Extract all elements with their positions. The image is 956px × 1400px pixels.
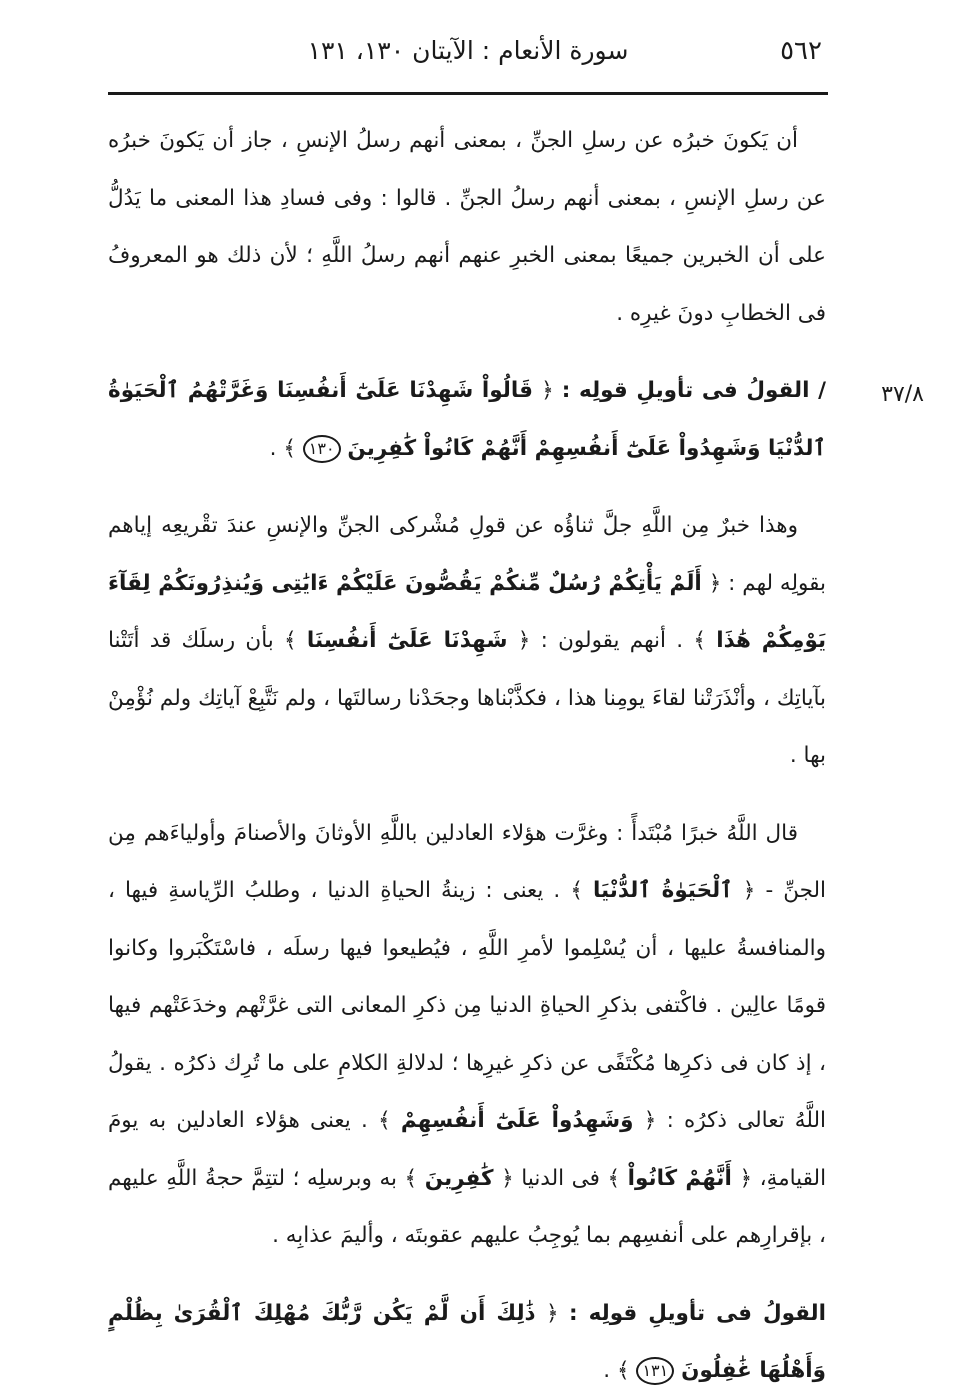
verse-number-marker: ١٣٠	[303, 435, 341, 463]
quran-close-bracket: ﴾	[283, 435, 296, 461]
paragraph-5-heading	[108, 1285, 826, 1400]
quran-close-bracket: ﴾	[378, 1108, 391, 1133]
quran-open-bracket: ﴿	[541, 378, 554, 403]
paragraph-4-text-2: . يعنى : زينةُ الحياةِ الدنيا ، وطلبُ الرِّياسةِ فيها ، والمنافسةُ عليها ، أن يُسْلِموا لأمرِ اللَّهِ ، فيُطيعوا فيها رسلَه ، فاسْتَكْبَروا وكانوا قومًا عالِين . فاكْتفى بذكرِ الحياةِ الدنيا مِن ذكرِ المعانى التى غرَّتْهم وخدَعَتْهم فيها ، إذ كان فى ذكرِها مُكْتَفًى عن ذكرِ غيرِها ؛ لدلالةِ الكلامِ على ما تُرِك ذكرُه . يقولُ اللَّهُ تعالى ذكرُه :	[108, 878, 826, 1133]
quran-open-bracket: ﴿	[643, 1108, 657, 1133]
page-header	[108, 30, 828, 88]
paragraph-4-text-1: قال اللَّهُ خبرًا مُبْتَدأً : وغرَّت هؤلاء العادلين باللَّهِ الأوثانَ والأصنامَ وأولياءَهم مِن الجنِّ -	[108, 820, 826, 903]
sentence-end: .	[603, 1358, 611, 1383]
paragraph-3	[108, 497, 826, 785]
quran-quote: أَنَّهُمْ كَانُواْ	[627, 1165, 732, 1191]
verse-number-marker: ١٣١	[636, 1357, 674, 1385]
page-number: ٥٦٢	[780, 36, 822, 66]
quran-close-bracket: ﴾	[616, 1358, 630, 1383]
quran-open-bracket: ﴿	[517, 628, 531, 653]
quran-open-bracket: ﴿	[742, 878, 756, 903]
quran-verse: قَالُواْ شَهِدْنَا عَلَىٰٓ أَنفُسِنَا وَغَرَّتْهُمُ ٱلْحَيَوٰةُ ٱلدُّنْيَا وَشَهِدُواْ عَلَىٰٓ أَنفُسِهِمْ أَنَّهُمْ كَانُواْ كَٰفِرِينَ	[108, 378, 826, 461]
quran-verse: ذَٰلِكَ أَن لَّمْ يَكُن رَّبُّكَ مُهْلِكَ ٱلْقُرَىٰ بِظُلْمٍ وَأَهْلُهَا غَٰفِلُونَ	[108, 1300, 826, 1383]
heading-lead: القولُ فى تأويلِ قولِه :	[568, 1300, 826, 1326]
margin-reference: ٣٧/٨	[881, 382, 924, 407]
quran-close-bracket: ﴾	[284, 628, 297, 653]
header-rule	[108, 92, 828, 95]
paragraph-3-text-1: وهذا خبرٌ مِن اللَّهِ جلَّ ثناؤُه عن قولِ مُشْركى الجنِّ والإنسِ عندَ تقْريعِه إياهم بقولِه لهم :	[108, 513, 826, 596]
quran-quote: شَهِدْنَا عَلَىٰٓ أَنفُسِنَا	[306, 628, 508, 653]
sentence-end: .	[269, 435, 277, 461]
paragraph-4-text-3: . يعنى هؤلاء العادلين به يومَ القيامةِ،	[108, 1108, 827, 1191]
quran-open-bracket: ﴿	[708, 570, 722, 596]
quran-close-bracket: ﴾	[404, 1165, 418, 1191]
quran-quote: وَشَهِدُواْ عَلَىٰٓ أَنفُسِهِمْ	[400, 1108, 634, 1133]
paragraph-2-heading	[108, 362, 924, 477]
paragraph-4	[108, 805, 826, 1265]
quran-open-bracket: ﴿	[739, 1165, 753, 1191]
paragraph-3-text-3: بأن رسلَك قد أتَتْنا بآياتِك ، وأنْذَرَتْنا لقاءَ يومِنا هذا ، فكذَّبْناها وجحَدْنا رسالتَها ، ولم نَتَّبِعْ آياتِك ولم نُؤْمِنْ بها .	[108, 628, 826, 768]
quran-close-bracket: ﴾	[570, 878, 583, 903]
paragraph-4-text-5: به وبرسلِه ؛ لتتِمَّ حجةُ اللَّهِ عليهم ، بإقرارِهم على أنفسِهم بما يُوجِبُ عليهم عقوبتَه ، وأليمَ عذابِه .	[108, 1165, 826, 1248]
quran-quote: أَلَمْ يَأْتِكُمْ رُسُلٌ مِّنكُمْ يَقُصُّونَ عَلَيْكُمْ ءَايَٰتِى وَيُنذِرُونَكُمْ لِقَآءَ يَوْمِكُمْ هَٰذَا	[108, 570, 827, 653]
heading-lead: / القولُ فى تأويلِ قولِه :	[561, 378, 827, 403]
paragraph-1	[108, 112, 826, 342]
quran-quote: ٱلْحَيَوٰةُ ٱلدُّنْيَا	[592, 878, 733, 903]
main-text	[108, 112, 924, 1400]
quran-quote: كَٰفِرِينَ	[424, 1165, 494, 1191]
quran-close-bracket: ﴾	[693, 628, 706, 653]
paragraph-1-text: أن يَكونَ خبرُه عن رسلِ الجنِّ ، بمعنى أنهم رسلُ الإنسِ ، جاز أن يَكونَ خبرُه عن رسلِ الإنسِ ، بمعنى أنهم رسلُ الجنِّ . قالوا : وفى فسادِ هذا المعنى ما يَدُلُّ على أن الخبرين جميعًا بمعنى الخبرِ عنهم أنهم رسلُ اللَّهِ ؛ لأن ذلك هو المعروفُ فى الخطابِ دونَ غيرِه .	[108, 128, 826, 326]
paragraph-4-text-4: فى الدنيا	[521, 1165, 600, 1191]
quran-close-bracket: ﴾	[607, 1165, 621, 1191]
paragraph-3-text-2: . أنهم يقولون :	[540, 628, 684, 653]
quran-open-bracket: ﴿	[501, 1165, 514, 1191]
running-title: سورة الأنعام : الآيتان ١٣٠، ١٣١	[307, 36, 629, 65]
quran-open-bracket: ﴿	[545, 1300, 559, 1326]
